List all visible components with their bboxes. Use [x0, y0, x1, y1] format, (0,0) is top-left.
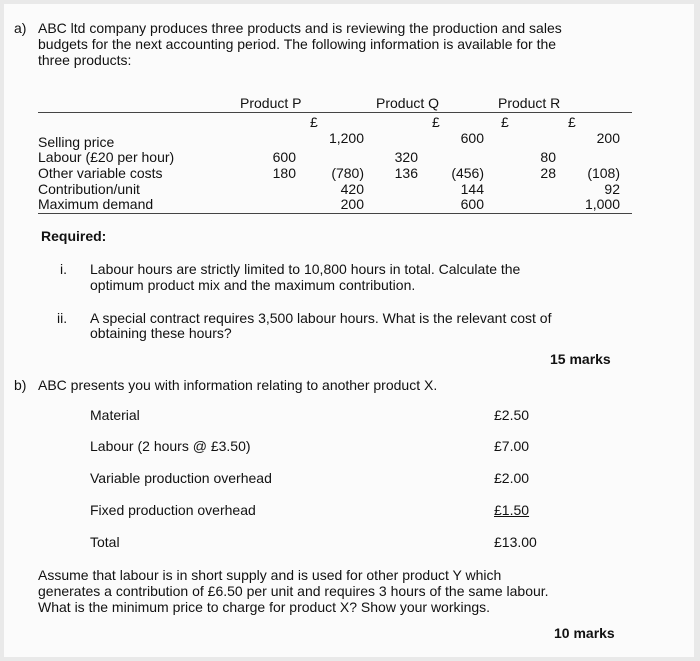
part-a-intro-line-1: ABC ltd company produces three products and is reviewing the production and sales — [38, 20, 562, 36]
r-max-demand: 1,000 — [584, 196, 620, 212]
currency-p: £ — [310, 114, 318, 130]
part-b-label: b) — [14, 377, 27, 393]
part-a-intro-line-2: budgets for the next accounting period. The following information is available for the — [38, 36, 557, 52]
q-other-variable-inner: 136 — [394, 165, 418, 181]
r-selling-price: 200 — [596, 130, 620, 146]
part-b-closing-line-1: Assume that labour is in short supply and is used for other product Y which — [38, 567, 502, 583]
q-variable-total: (456) — [451, 165, 484, 181]
p-contribution: 420 — [340, 181, 364, 197]
product-q-header: Product Q — [376, 95, 440, 111]
question-i-line-2: optimum product mix and the maximum contribution. — [90, 277, 416, 293]
row-label-contribution: Contribution/unit — [38, 181, 140, 197]
cost-value-material: £2.50 — [494, 407, 530, 423]
product-r-header: Product R — [498, 95, 561, 111]
currency-q: £ — [432, 114, 440, 130]
cost-value-labour: £7.00 — [494, 438, 530, 454]
cost-label-variable-overhead: Variable production overhead — [90, 470, 272, 486]
r-variable-total: (108) — [587, 165, 620, 181]
table-top-rule — [38, 112, 632, 113]
part-a-label: a) — [14, 20, 27, 36]
product-p-header: Product P — [240, 95, 302, 111]
part-b-closing-line-3: What is the minimum price to charge for product X? Show your workings. — [38, 599, 491, 615]
document-page — [4, 4, 694, 657]
row-label-labour: Labour (£20 per hour) — [38, 149, 175, 165]
question-ii-number: ii. — [57, 310, 68, 326]
row-label-selling-price: Selling price — [38, 134, 115, 150]
q-labour: 320 — [394, 149, 418, 165]
question-i-line-1: Labour hours are strictly limited to 10,800 hours in total. Calculate the — [90, 261, 521, 277]
p-max-demand: 200 — [340, 196, 364, 212]
currency-r-inner: £ — [501, 114, 509, 130]
cost-label-fixed-overhead: Fixed production overhead — [90, 502, 256, 518]
r-other-variable-inner: 28 — [540, 165, 556, 181]
cost-value-variable-overhead: £2.00 — [494, 470, 530, 486]
p-selling-price: 1,200 — [328, 130, 364, 146]
part-a-intro-line-3: three products: — [38, 52, 132, 68]
currency-r: £ — [568, 114, 576, 130]
cost-label-material: Material — [90, 407, 140, 423]
part-a-marks: 15 marks — [550, 351, 611, 367]
r-contribution: 92 — [604, 181, 620, 197]
cost-label-total: Total — [90, 534, 120, 550]
r-labour: 80 — [540, 149, 556, 165]
row-label-max-demand: Maximum demand — [38, 196, 154, 212]
part-b-closing-line-2: generates a contribution of £6.50 per unit and requires 3 hours of the same labour. — [38, 583, 549, 599]
question-ii-line-2: obtaining these hours? — [90, 325, 232, 341]
p-other-variable-inner: 180 — [272, 165, 296, 181]
p-labour: 600 — [272, 149, 296, 165]
required-heading: Required: — [41, 228, 107, 244]
row-label-other-variable: Other variable costs — [38, 165, 163, 181]
table-bottom-rule — [38, 213, 632, 214]
question-ii-line-1: A special contract requires 3,500 labour hours. What is the relevant cost of — [90, 310, 552, 326]
q-max-demand: 600 — [460, 196, 484, 212]
p-variable-total: (780) — [331, 165, 364, 181]
q-selling-price: 600 — [460, 130, 484, 146]
cost-value-fixed-overhead: £1.50 — [494, 502, 530, 518]
question-i-number: i. — [60, 261, 67, 277]
q-contribution: 144 — [460, 181, 484, 197]
cost-label-labour: Labour (2 hours @ £3.50) — [90, 438, 251, 454]
part-b-intro: ABC presents you with information relating to another product X. — [38, 377, 438, 393]
part-b-marks: 10 marks — [554, 625, 615, 641]
cost-value-total: £13.00 — [494, 534, 537, 550]
